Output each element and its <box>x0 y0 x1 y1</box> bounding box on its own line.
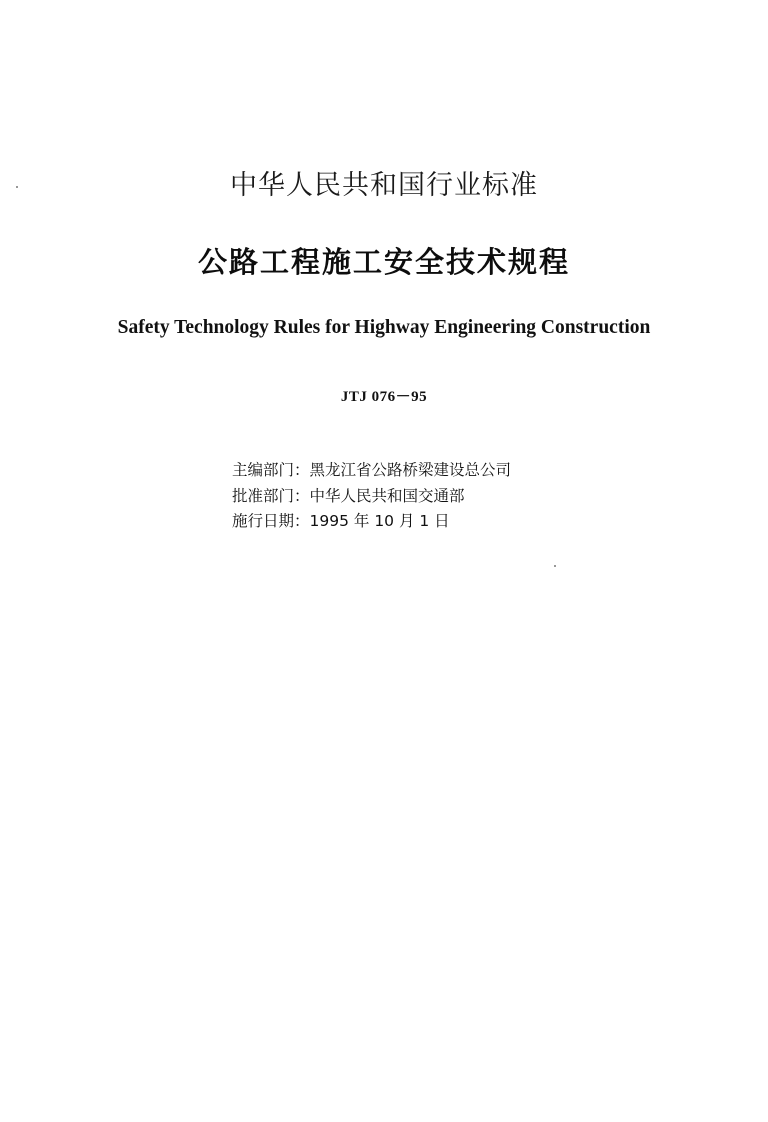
main-title: 公路工程施工安全技术规程 <box>197 245 570 279</box>
series-title: 中华人民共和国行业标准 <box>230 170 538 201</box>
editor-line <box>232 458 511 484</box>
standard-code: JTJ 076－95 <box>340 389 428 405</box>
effective-date-label: 施行日期： <box>232 512 310 530</box>
editor-value: 黑龙江省公路桥梁建设总公司 <box>309 461 512 479</box>
scan-speck <box>16 186 18 188</box>
editor-label: 主编部门： <box>232 461 310 479</box>
effective-date-line <box>232 509 511 535</box>
publication-details <box>232 458 511 535</box>
scan-speck <box>554 565 556 567</box>
approver-label: 批准部门： <box>232 486 310 505</box>
english-title: Safety Technology Rules for Highway Engineering Construction <box>117 317 651 338</box>
approver-line <box>232 484 511 510</box>
approver-value: 中华人民共和国交通部 <box>309 486 465 505</box>
effective-date-value: 1995 年 10 月 1 日 <box>309 512 450 530</box>
